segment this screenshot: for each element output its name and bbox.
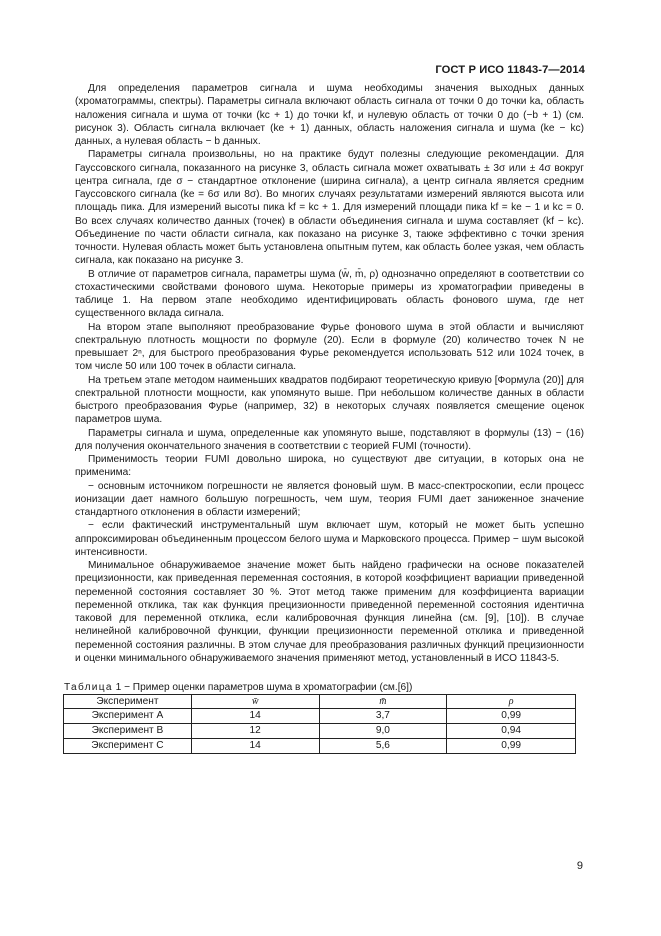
table-cell: Эксперимент B bbox=[64, 724, 192, 739]
paragraph: В отличие от параметров сигнала, параметры шума (w̄, m̄, ρ) однозначно определяют в соответствии со стохастическими свойствами фонового шума. Некоторые примеры из хроматографии приведены в таблице 1. На первом этапе необходимо идентифицировать область фонового шума, где нет существенного вклада сигнала. bbox=[75, 268, 584, 320]
table-cell: 0,99 bbox=[447, 739, 576, 754]
table-cell: 14 bbox=[191, 739, 319, 754]
table-cell: 0,94 bbox=[447, 724, 576, 739]
table-caption-text: 1 − Пример оценки параметров шума в хроматографии (см.[6]) bbox=[112, 682, 413, 693]
page-number: 9 bbox=[576, 860, 583, 872]
table-cell: 14 bbox=[191, 709, 319, 724]
table-cell: 5,6 bbox=[319, 739, 447, 754]
paragraph: Параметры сигнала и шума, определенные как упомянуто выше, подставляют в формулы (13) − (16) для получения окончательного значения в соответствии с теорией FUMI (точности). bbox=[75, 427, 584, 452]
table-header-row bbox=[64, 695, 576, 709]
table-cell: 12 bbox=[191, 724, 319, 739]
table-cell: 3,7 bbox=[319, 709, 447, 724]
table-caption-label: Таблица bbox=[64, 682, 113, 693]
paragraph: Применимость теории FUMI довольно широка, но существуют две ситуации, в которых она не применима: bbox=[75, 454, 584, 479]
table-caption bbox=[64, 681, 584, 694]
body-text bbox=[75, 82, 584, 665]
table-header-cell: m̄ bbox=[319, 695, 447, 709]
table-cell: Эксперимент A bbox=[64, 709, 192, 724]
table-header-cell: w̄ bbox=[191, 695, 319, 709]
paragraph: Минимальное обнаруживаемое значение может быть найдено графически на основе показателей прецизионности, как приведенная переменная состояния, в которой коэффициент вариации приведенной переменной состояния составляет 30 %. Этот метод также применим для коэффициента вариации переменной отклика, так как функция прецизионности приведенной переменной состояния идентична таковой для переменной отклика, если калибровочная функция линейна (см. [9], [10]). В случае нелинейной калибровочной функции, функции прецизионности переменной отклика и приведенной переменной состояния различны. В этом случае для преобразования различных функций прецизионности и оценки минимального обнаруживаемого значения применяют метод, установленный в ИСО 11843-5. bbox=[75, 560, 584, 664]
list-item: − если фактический инструментальный шум включает шум, который не может быть успешно аппроксимирован объединенным процессом белого шума и Марковского процесса. Пример − шум высокой интенсивности. bbox=[75, 520, 584, 558]
table-row bbox=[64, 724, 576, 739]
paragraph: На втором этапе выполняют преобразование Фурье фонового шума в этой области и вычисляют спектральную плотность мощности по формуле (20). Если в формуле (20) количество точек N не превышает 2ⁿ, для быстрого преобразования Фурье рекомендуется использовать 512 или 1024 точек, в том числе 50 или 100 точек в области сигнала. bbox=[75, 321, 584, 373]
noise-parameters-table bbox=[63, 694, 576, 754]
table-cell: 0,99 bbox=[447, 709, 576, 724]
table-block bbox=[63, 681, 584, 754]
paragraph: Для определения параметров сигнала и шума необходимы значения выходных данных (хроматограммы, спектры). Параметры сигнала включают область сигнала от точки 0 до точки ka, область наложения сигнала и шума от точки (kc + 1) до точки kf, и нулевую область от точки 0 до (−b + 1) (см. рисунок 3). Область сигнала включает (ke + 1) данных, область наложения сигнала и шума (ke − kc) данных, а нулевая область − b данных. bbox=[75, 83, 584, 147]
document-header: ГОСТ Р ИСО 11843-7—2014 bbox=[435, 64, 585, 76]
table-row bbox=[64, 709, 576, 724]
table-header-cell: Эксперимент bbox=[64, 695, 192, 709]
paragraph: На третьем этапе методом наименьших квадратов подбирают теоретическую кривую [Формула (20)] для спектральной плотности мощности, как упомянуто выше. При небольшом количестве данных в области быстрого преобразования Фурье (например, 32) в некоторых случаях появляется смещение оценок параметров шума. bbox=[75, 374, 584, 426]
table-cell: Эксперимент C bbox=[64, 739, 192, 754]
paragraph: Параметры сигнала произвольны, но на практике будут полезны следующие рекомендации. Для Гауссовского сигнала, показанного на рисунке 3, область сигнала может охватывать ± 3σ или ± 4σ вокруг центра сигнала, где σ − стандартное отклонение (ширина сигнала), а центр сигнала является средним Гауссовского сигнала (ke = 6σ или 8σ). Во многих случаях результатами измерений являются высота или площадь пика. Для измерений высоты пика kf = kc + 1. Для измерений площади пика kf = ke − 1 и kc = 0. Во всех случаях количество данных (точек) в области объединения сигнала и шума составляет (kf − kc). Объединение по части области сигнала, как показано на рисунке 3, также эффективно с точки зрения точности. Нулевая область может быть установлена опытным путем, как область более узкая, чем область сигнала, как показано на рисунке 3. bbox=[75, 149, 584, 267]
table-header-cell: ρ bbox=[447, 695, 576, 709]
list-item: − основным источником погрешности не является фоновый шум. В масс-спектроскопии, если процесс ионизации дает намного большую погрешность, чем шум, теория FUMI дает заниженное значение стандартного отклонения в области измерений; bbox=[75, 480, 584, 518]
table-cell: 9,0 bbox=[319, 724, 447, 739]
table-row bbox=[64, 739, 576, 754]
